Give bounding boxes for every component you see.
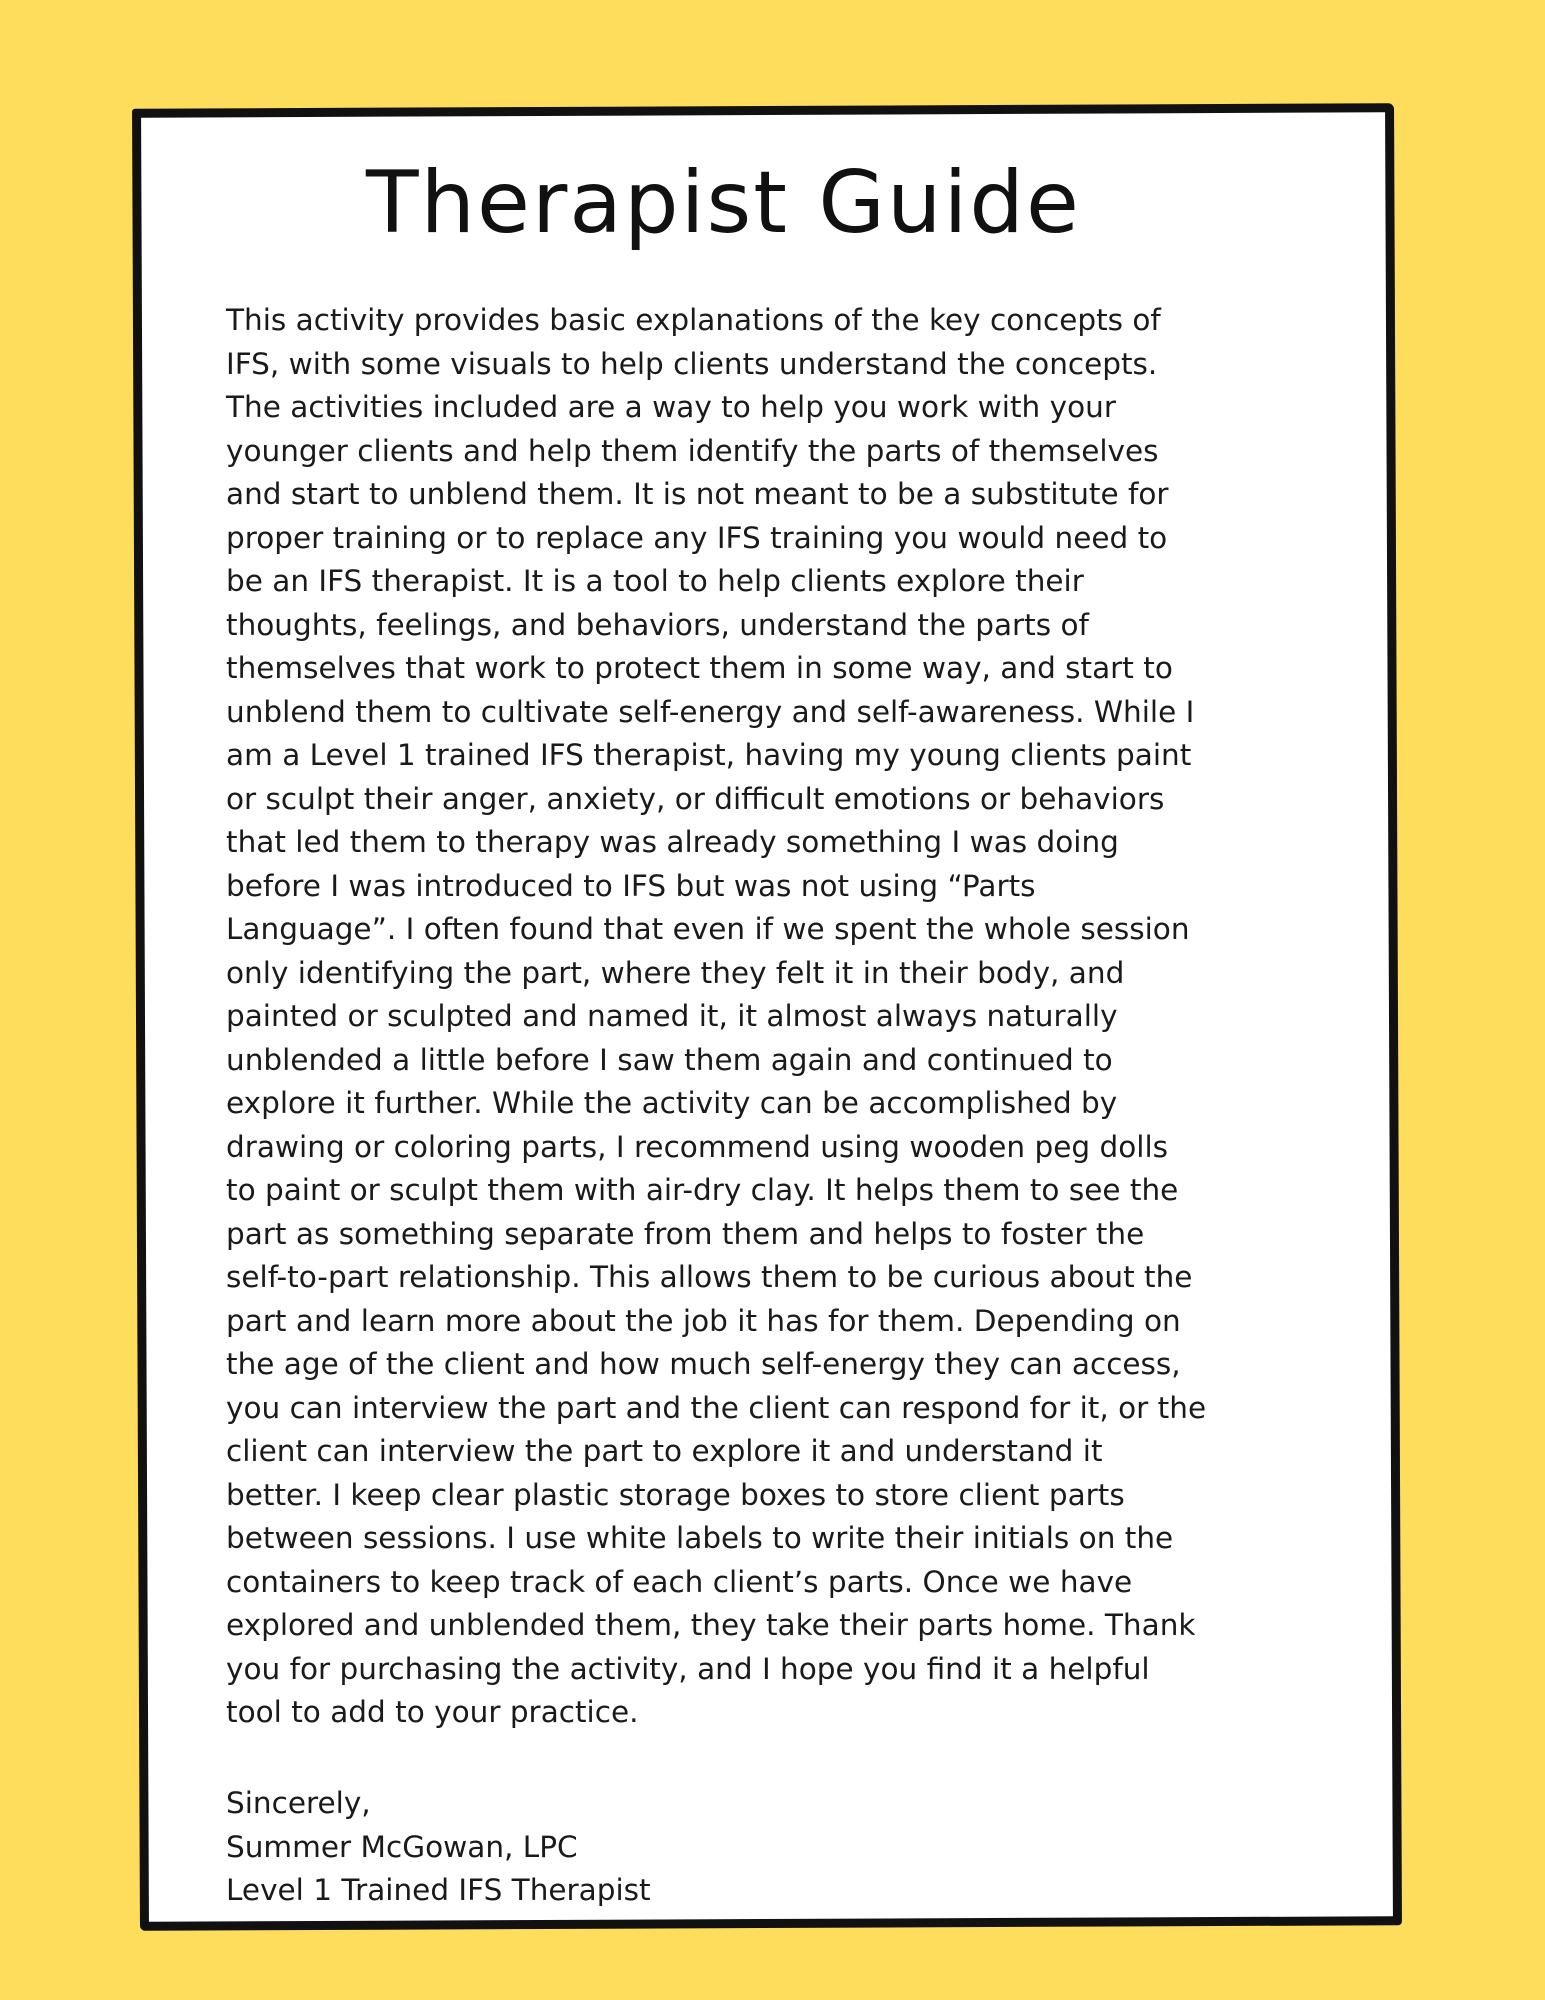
body-line: drawing or coloring parts, I recommend using wooden peg dolls	[226, 1129, 1169, 1164]
body-line: containers to keep track of each client’s parts. Once we have	[226, 1564, 1133, 1599]
body-line: explored and unblended them, they take their parts home. Thank	[226, 1608, 1196, 1642]
body-line: you can interview the part and the client can respond for it, or the	[226, 1390, 1207, 1425]
body-line: be an IFS therapist. It is a tool to help clients explore their	[226, 564, 1084, 598]
body-line: The activities included are a way to help you work with your	[226, 390, 1116, 424]
signature-credential: Level 1 Trained IFS Therapist	[226, 1873, 651, 1907]
body-line: This activity provides basic explanations of the key concepts of	[226, 303, 1161, 337]
body-line: you for purchasing the activity, and I hope you find it a helpful	[226, 1651, 1150, 1686]
body-line: explore it further. While the activity can be accomplished by	[226, 1086, 1118, 1120]
body-line: the age of the client and how much self-energy they can access,	[226, 1347, 1181, 1381]
body-line: self-to-part relationship. This allows them to be curious about the	[226, 1260, 1193, 1294]
body-line: that led them to therapy was already something I was doing	[226, 825, 1119, 859]
body-line: younger clients and help them identify the parts of themselves	[226, 433, 1159, 468]
body-line: Language”. I often found that even if we spent the whole session	[226, 912, 1190, 946]
body-line: part as something separate from them and helps to foster the	[226, 1216, 1145, 1251]
body-line: proper training or to replace any IFS training you would need to	[226, 520, 1168, 555]
body-line: and start to unblend them. It is not meant to be a substitute for	[226, 477, 1169, 511]
body-line: IFS, with some visuals to help clients understand the concepts.	[226, 346, 1158, 381]
body-line: tool to add to your practice.	[226, 1695, 639, 1729]
body-line: themselves that work to protect them in some way, and start to	[226, 651, 1173, 685]
body-line: thoughts, feelings, and behaviors, understand the parts of	[226, 607, 1089, 642]
body-line: better. I keep clear plastic storage boxes to store client parts	[226, 1477, 1125, 1512]
body-line: part and learn more about the job it has for them. Depending on	[226, 1303, 1181, 1338]
body-line: between sessions. I use white labels to write their initials on the	[226, 1521, 1174, 1555]
body-line: painted or sculpted and named it, it almost always naturally	[226, 999, 1118, 1033]
signature-closing: Sincerely,	[226, 1786, 371, 1820]
body-line: client can interview the part to explore it and understand it	[226, 1434, 1103, 1468]
body-line: only identifying the part, where they felt it in their body, and	[226, 955, 1125, 990]
body-line: before I was introduced to IFS but was not using “Parts	[226, 868, 1036, 903]
body-line: unblend them to cultivate self-energy and self-awareness. While I	[226, 694, 1195, 729]
body-line: am a Level 1 trained IFS therapist, having my young clients paint	[226, 738, 1192, 772]
page-title: Therapist Guide	[366, 153, 1081, 253]
body-line: unblended a little before I saw them again and continued to	[226, 1042, 1113, 1077]
signature-block	[226, 1782, 651, 1913]
body-paragraph	[226, 299, 1266, 1735]
body-line: or sculpt their anger, anxiety, or difficult emotions or behaviors	[226, 781, 1165, 816]
signature-name: Summer McGowan, LPC	[226, 1829, 578, 1864]
body-line: to paint or sculpt them with air-dry clay. It helps them to see the	[226, 1173, 1179, 1207]
